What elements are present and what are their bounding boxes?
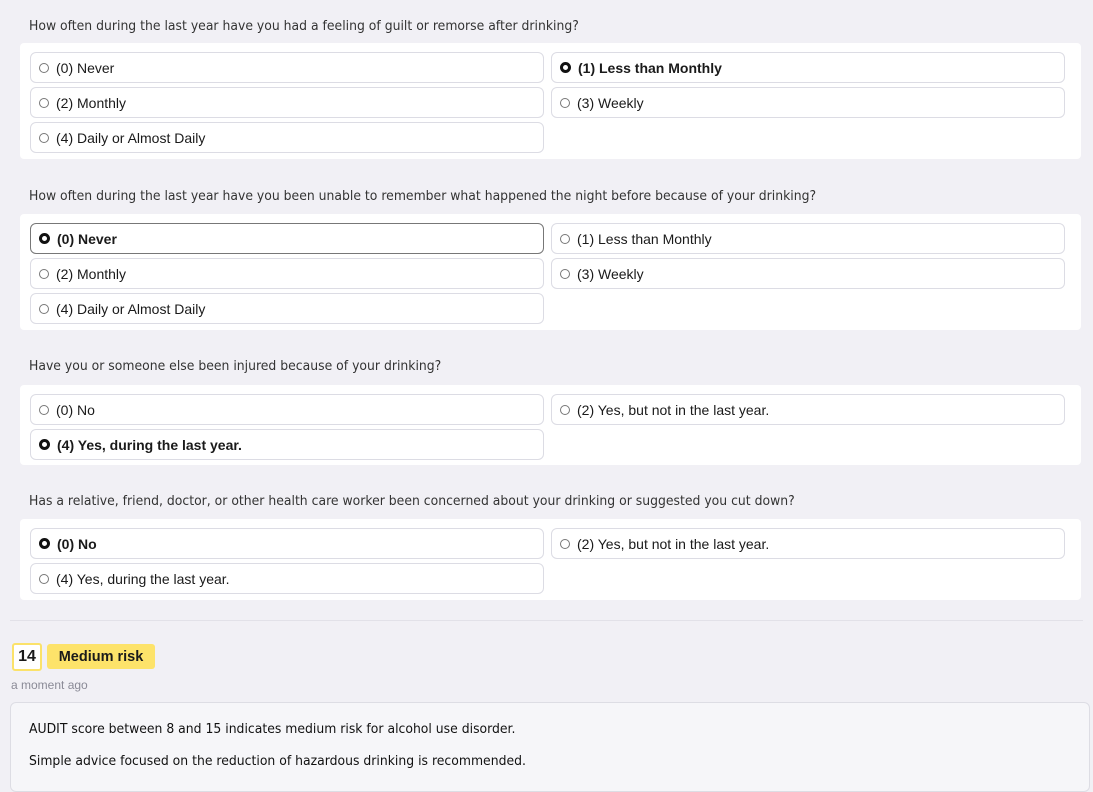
radio-option[interactable]: [30, 293, 544, 324]
advice-box: [10, 702, 1090, 792]
timestamp: a moment ago: [11, 678, 88, 692]
risk-badge: Medium risk: [47, 644, 155, 669]
options-panel: [20, 385, 1081, 465]
radio-unchecked-icon[interactable]: [39, 574, 49, 584]
radio-unchecked-icon[interactable]: [560, 269, 570, 279]
radio-option[interactable]: [30, 429, 544, 460]
question-text: Have you or someone else been injured because of your drinking?: [29, 358, 442, 374]
option-label: (2) Monthly: [56, 265, 127, 282]
option-label: (2) Yes, but not in the last year.: [577, 535, 770, 552]
radio-unchecked-icon[interactable]: [560, 234, 570, 244]
option-label: (0) Never: [56, 59, 115, 76]
radio-option[interactable]: [551, 258, 1065, 289]
radio-unchecked-icon[interactable]: [560, 98, 570, 108]
question-text: How often during the last year have you had a feeling of guilt or remorse after drinking?: [29, 18, 579, 34]
radio-unchecked-icon[interactable]: [39, 133, 49, 143]
radio-unchecked-icon[interactable]: [39, 405, 49, 415]
option-label: (2) Yes, but not in the last year.: [577, 401, 770, 418]
radio-option[interactable]: [551, 394, 1065, 425]
score-badge: 14: [12, 643, 42, 671]
option-label: (0) Never: [57, 230, 117, 247]
radio-checked-icon[interactable]: [560, 62, 571, 73]
radio-option[interactable]: [30, 528, 544, 559]
option-label: (1) Less than Monthly: [577, 230, 712, 247]
radio-option[interactable]: [30, 87, 544, 118]
radio-unchecked-icon[interactable]: [560, 539, 570, 549]
radio-option[interactable]: [30, 258, 544, 289]
radio-checked-icon[interactable]: [39, 439, 50, 450]
option-label: (1) Less than Monthly: [578, 59, 722, 76]
question-text: Has a relative, friend, doctor, or other health care worker been concerned about your drinking or suggested you cut down?: [29, 493, 795, 509]
radio-option[interactable]: [551, 87, 1065, 118]
option-label: (0) No: [57, 535, 97, 552]
options-panel: [20, 214, 1081, 330]
options-panel: [20, 519, 1081, 600]
radio-option[interactable]: [30, 223, 544, 254]
advice-line: Simple advice focused on the reduction of hazardous drinking is recommended.: [29, 753, 526, 769]
radio-unchecked-icon[interactable]: [39, 304, 49, 314]
options-panel: [20, 43, 1081, 159]
option-label: (4) Yes, during the last year.: [57, 436, 242, 453]
radio-checked-icon[interactable]: [39, 233, 50, 244]
option-label: (2) Monthly: [56, 94, 127, 111]
option-label: (3) Weekly: [577, 94, 644, 111]
radio-checked-icon[interactable]: [39, 538, 50, 549]
radio-option[interactable]: [30, 394, 544, 425]
radio-option[interactable]: [551, 52, 1065, 83]
radio-unchecked-icon[interactable]: [39, 269, 49, 279]
radio-option[interactable]: [551, 223, 1065, 254]
divider: [10, 620, 1083, 621]
question-text: How often during the last year have you been unable to remember what happened the night before because of your drinking?: [29, 188, 817, 204]
radio-option[interactable]: [30, 563, 544, 594]
option-label: (4) Daily or Almost Daily: [56, 129, 206, 146]
radio-option[interactable]: [551, 528, 1065, 559]
radio-option[interactable]: [30, 122, 544, 153]
option-label: (4) Daily or Almost Daily: [56, 300, 206, 317]
option-label: (0) No: [56, 401, 95, 418]
advice-line: AUDIT score between 8 and 15 indicates medium risk for alcohol use disorder.: [29, 721, 516, 737]
option-label: (4) Yes, during the last year.: [56, 570, 230, 587]
option-label: (3) Weekly: [577, 265, 644, 282]
radio-option[interactable]: [30, 52, 544, 83]
radio-unchecked-icon[interactable]: [39, 63, 49, 73]
radio-unchecked-icon[interactable]: [39, 98, 49, 108]
radio-unchecked-icon[interactable]: [560, 405, 570, 415]
